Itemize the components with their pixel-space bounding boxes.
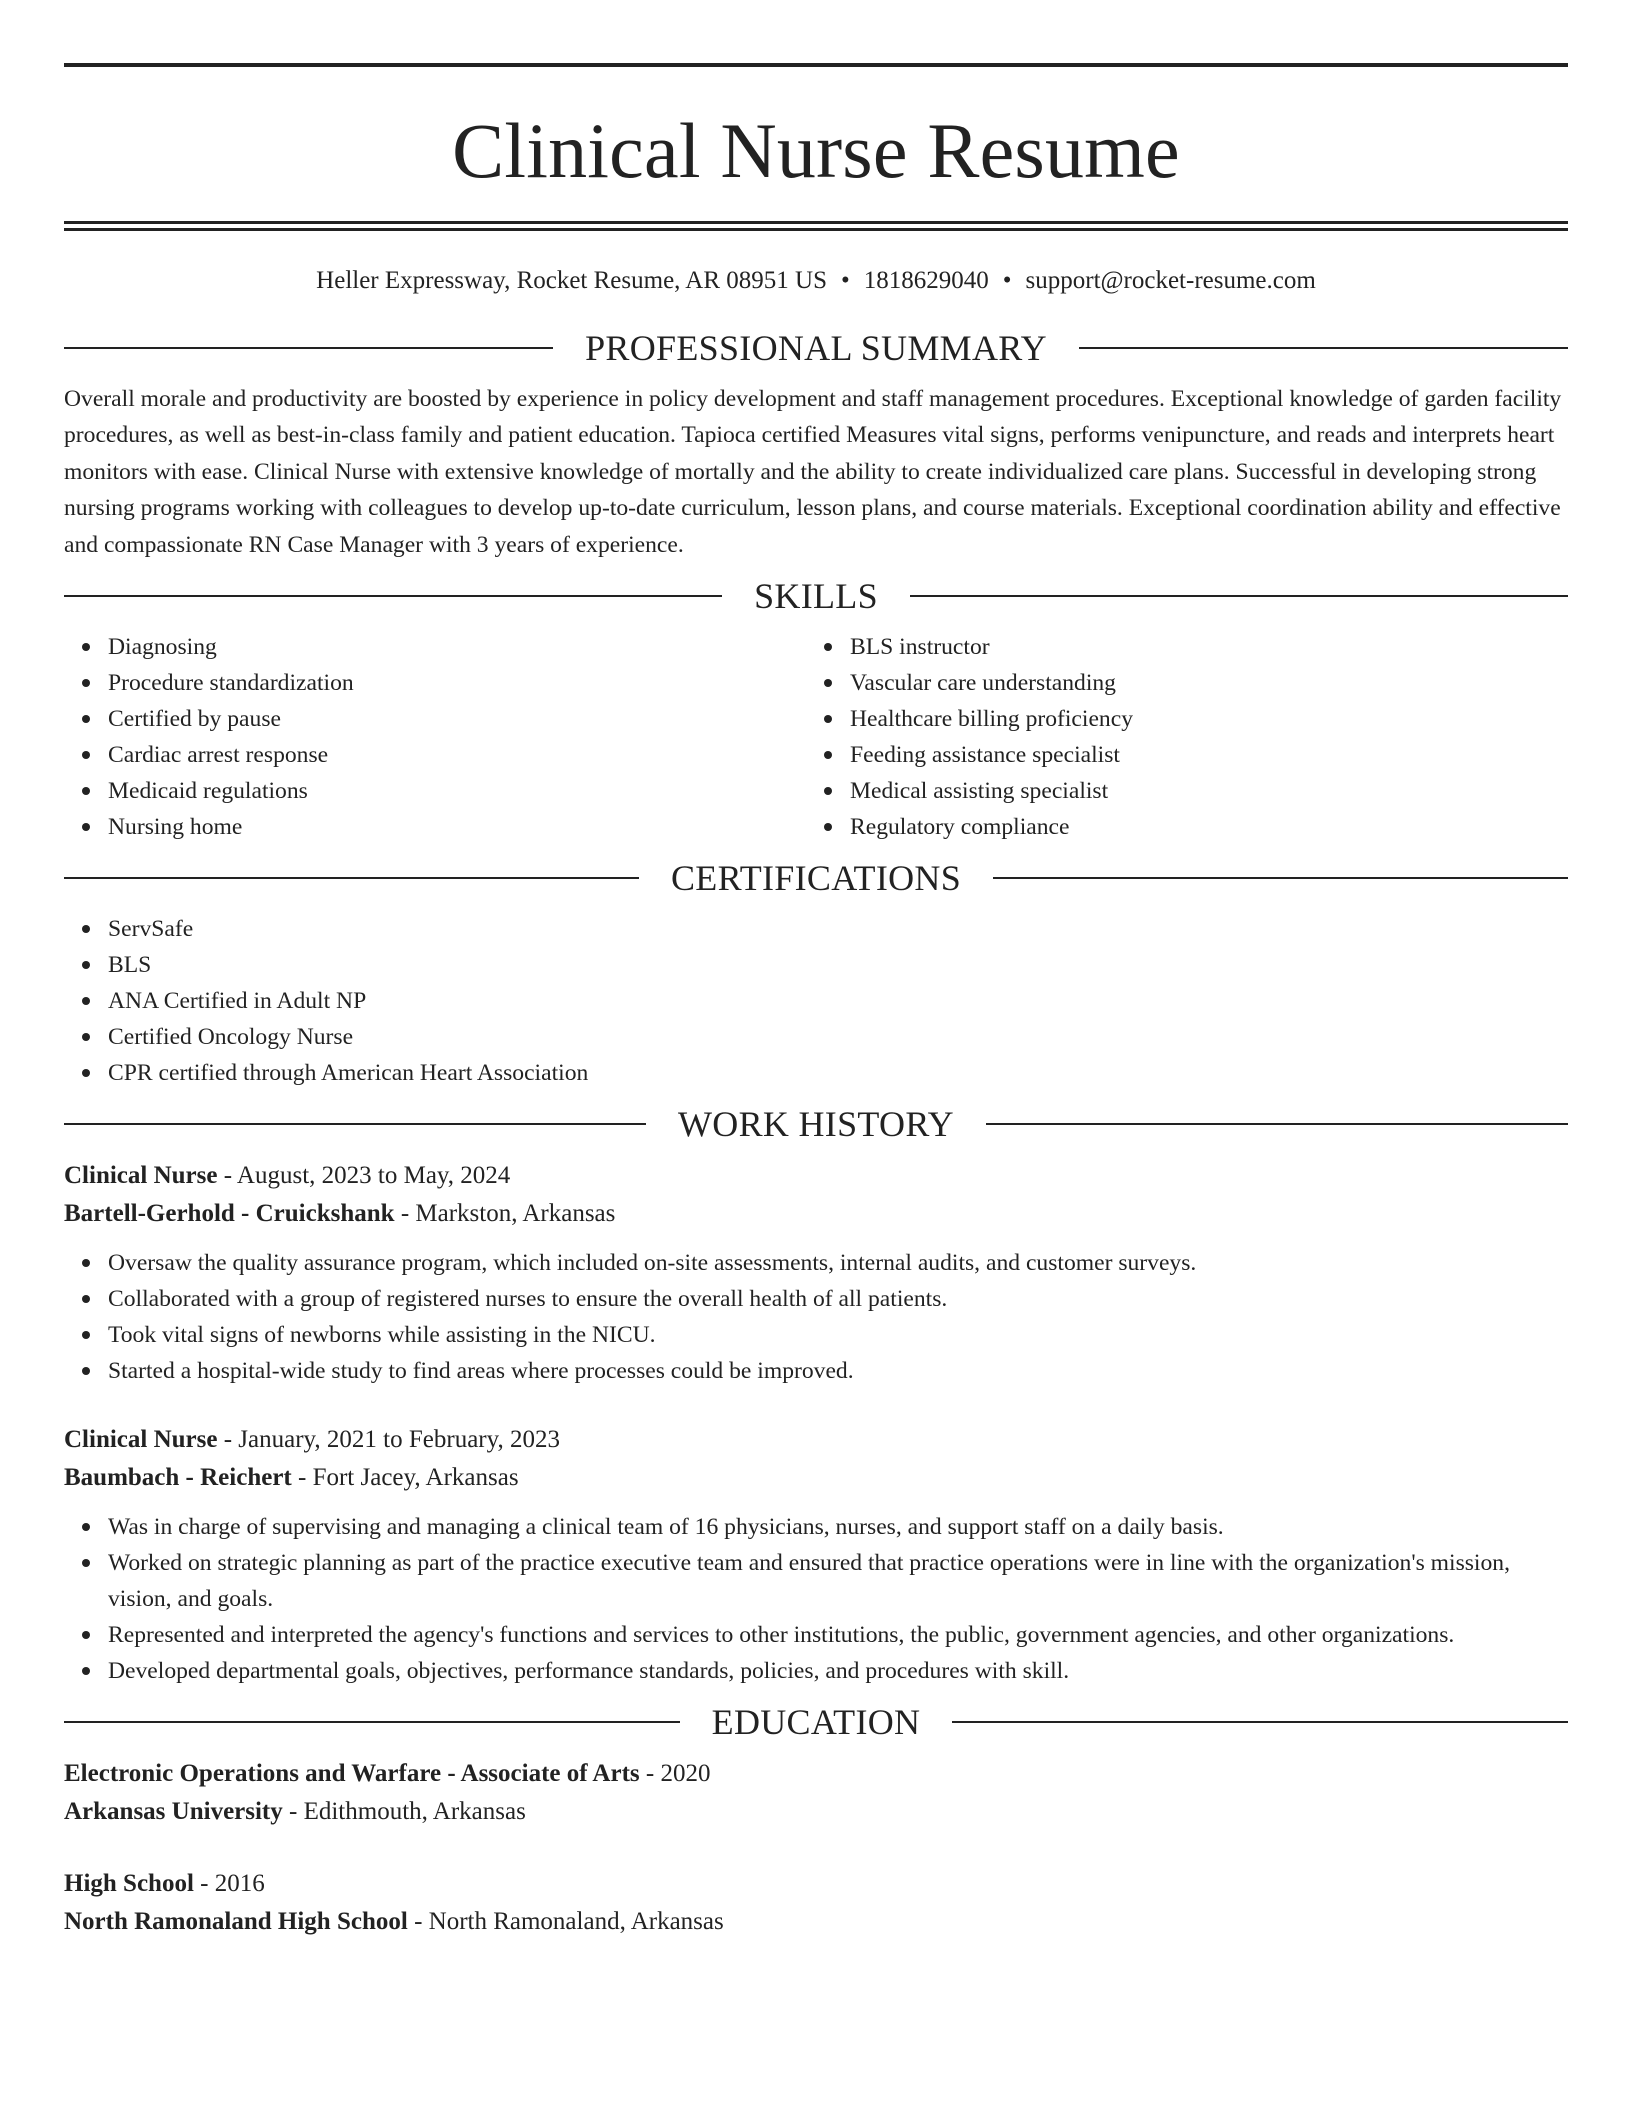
skill-item: Medicaid regulations — [108, 773, 806, 809]
section-rule — [64, 347, 553, 349]
job-bullet-list — [64, 1245, 1568, 1389]
section-rule — [952, 1721, 1568, 1723]
job-bullet: Was in charge of supervising and managing a clinical team of 16 physicians, nurses, and support staff on a daily basis. — [108, 1509, 1568, 1545]
job-role: Clinical Nurse — [64, 1426, 218, 1454]
skill-item: Procedure standardization — [108, 665, 806, 701]
education-location: - North Ramonaland, Arkansas — [407, 1908, 724, 1936]
skills-column-right — [806, 629, 1548, 845]
skills-grid — [64, 629, 1568, 845]
skill-item: Cardiac arrest response — [108, 737, 806, 773]
education-year: - 2020 — [639, 1760, 711, 1788]
section-header-summary — [64, 327, 1568, 369]
summary-text: Overall morale and productivity are boosted by experience in policy development and staff management procedures. Exceptional knowledge of garden facility procedures, as well as best-in-class family and patient education. Tapioca certified Measures vital signs, performs venipuncture, and reads and interprets heart monitors with ease. Clinical Nurse with extensive knowledge of mortally and the ability to create individualized care plans. Successful in developing strong nursing programs working with colleagues to develop up-to-date curriculum, lesson plans, and course materials. Exceptional coordination ability and effective and compassionate RN Case Manager with 3 years of experience. — [64, 386, 1562, 558]
section-rule — [993, 877, 1568, 879]
title-double-rule — [64, 221, 1568, 231]
job-bullet: Oversaw the quality assurance program, which included on-site assessments, internal audits, and customer surveys. — [108, 1245, 1568, 1281]
section-title-certifications: CERTIFICATIONS — [670, 858, 962, 899]
skill-item: Healthcare billing proficiency — [850, 701, 1548, 737]
education-school: North Ramonaland High School — [64, 1908, 408, 1936]
contact-phone: 1818629040 — [863, 267, 989, 294]
education-degree: Electronic Operations and Warfare - Associate of Arts — [64, 1760, 640, 1788]
skill-item: Vascular care understanding — [850, 665, 1548, 701]
job-bullet: Took vital signs of newborns while assisting in the NICU. — [108, 1317, 1568, 1353]
education-entry — [64, 1755, 1568, 1831]
skill-item: Medical assisting specialist — [850, 773, 1548, 809]
certification-item: ServSafe — [108, 911, 1568, 947]
skill-item: Diagnosing — [108, 629, 806, 665]
contact-line — [64, 265, 1568, 297]
job-employer-line — [64, 1195, 1568, 1233]
job-location: - Fort Jacey, Arkansas — [291, 1464, 519, 1492]
job-title-line — [64, 1421, 1568, 1459]
section-title-skills: SKILLS — [754, 576, 878, 617]
job-bullet: Represented and interpreted the agency's functions and services to other institutions, the public, government agencies, and other organizations. — [108, 1617, 1568, 1653]
job-bullet: Started a hospital-wide study to find areas where processes could be improved. — [108, 1353, 1568, 1389]
section-rule — [1079, 347, 1568, 349]
section-rule — [910, 595, 1568, 597]
section-rule — [986, 1123, 1568, 1125]
contact-separator: • — [840, 267, 850, 294]
section-header-certifications — [64, 857, 1568, 899]
certifications-list — [64, 911, 1568, 1091]
job-location: - Markston, Arkansas — [394, 1200, 616, 1228]
skill-item: Feeding assistance specialist — [850, 737, 1548, 773]
job-employer: Baumbach - Reichert — [64, 1464, 292, 1492]
contact-email: support@rocket-resume.com — [1025, 267, 1316, 294]
education-degree-line — [64, 1865, 1568, 1903]
job-bullet-list — [64, 1509, 1568, 1689]
education-school: Arkansas University — [64, 1798, 283, 1826]
job-entry — [64, 1157, 1568, 1389]
certification-item: CPR certified through American Heart Association — [108, 1055, 1568, 1091]
certification-item: ANA Certified in Adult NP — [108, 983, 1568, 1019]
certification-item: Certified Oncology Nurse — [108, 1019, 1568, 1055]
section-title-work-history: WORK HISTORY — [678, 1104, 954, 1145]
job-role: Clinical Nurse — [64, 1162, 218, 1190]
job-bullet: Collaborated with a group of registered nurses to ensure the overall health of all patients. — [108, 1281, 1568, 1317]
contact-address: Heller Expressway, Rocket Resume, AR 08951 US — [316, 267, 827, 294]
resume-title: Clinical Nurse Resume — [452, 107, 1180, 194]
education-degree-line — [64, 1755, 1568, 1793]
section-header-work-history — [64, 1103, 1568, 1145]
certification-item: BLS — [108, 947, 1568, 983]
job-employer: Bartell-Gerhold - Cruickshank — [64, 1200, 395, 1228]
education-location: - Edithmouth, Arkansas — [282, 1798, 526, 1826]
job-dates: - August, 2023 to May, 2024 — [217, 1162, 511, 1190]
job-bullet: Developed departmental goals, objectives, performance standards, policies, and procedures with skill. — [108, 1653, 1568, 1689]
section-title-summary: PROFESSIONAL SUMMARY — [585, 328, 1047, 368]
education-school-line — [64, 1903, 1568, 1941]
skill-item: Certified by pause — [108, 701, 806, 737]
job-title-line — [64, 1157, 1568, 1195]
education-degree: High School — [64, 1870, 194, 1898]
skill-item: BLS instructor — [850, 629, 1548, 665]
education-entry — [64, 1865, 1568, 1941]
section-rule — [64, 877, 639, 879]
job-dates: - January, 2021 to February, 2023 — [217, 1426, 560, 1454]
section-rule — [64, 1721, 680, 1723]
section-rule — [64, 1123, 646, 1125]
contact-separator: • — [1002, 267, 1012, 294]
job-entry — [64, 1421, 1568, 1689]
job-bullet: Worked on strategic planning as part of the practice executive team and ensured that practice operations were in line with the organization's mission, vision, and goals. — [108, 1545, 1568, 1617]
skills-column-left — [64, 629, 806, 845]
section-header-education — [64, 1701, 1568, 1743]
skill-item: Nursing home — [108, 809, 806, 845]
skill-item: Regulatory compliance — [850, 809, 1548, 845]
job-employer-line — [64, 1459, 1568, 1497]
education-year: - 2016 — [193, 1870, 265, 1898]
section-title-education: EDUCATION — [711, 1702, 921, 1743]
section-header-skills — [64, 575, 1568, 617]
education-school-line — [64, 1793, 1568, 1831]
top-rule — [64, 63, 1568, 67]
section-rule — [64, 595, 722, 597]
